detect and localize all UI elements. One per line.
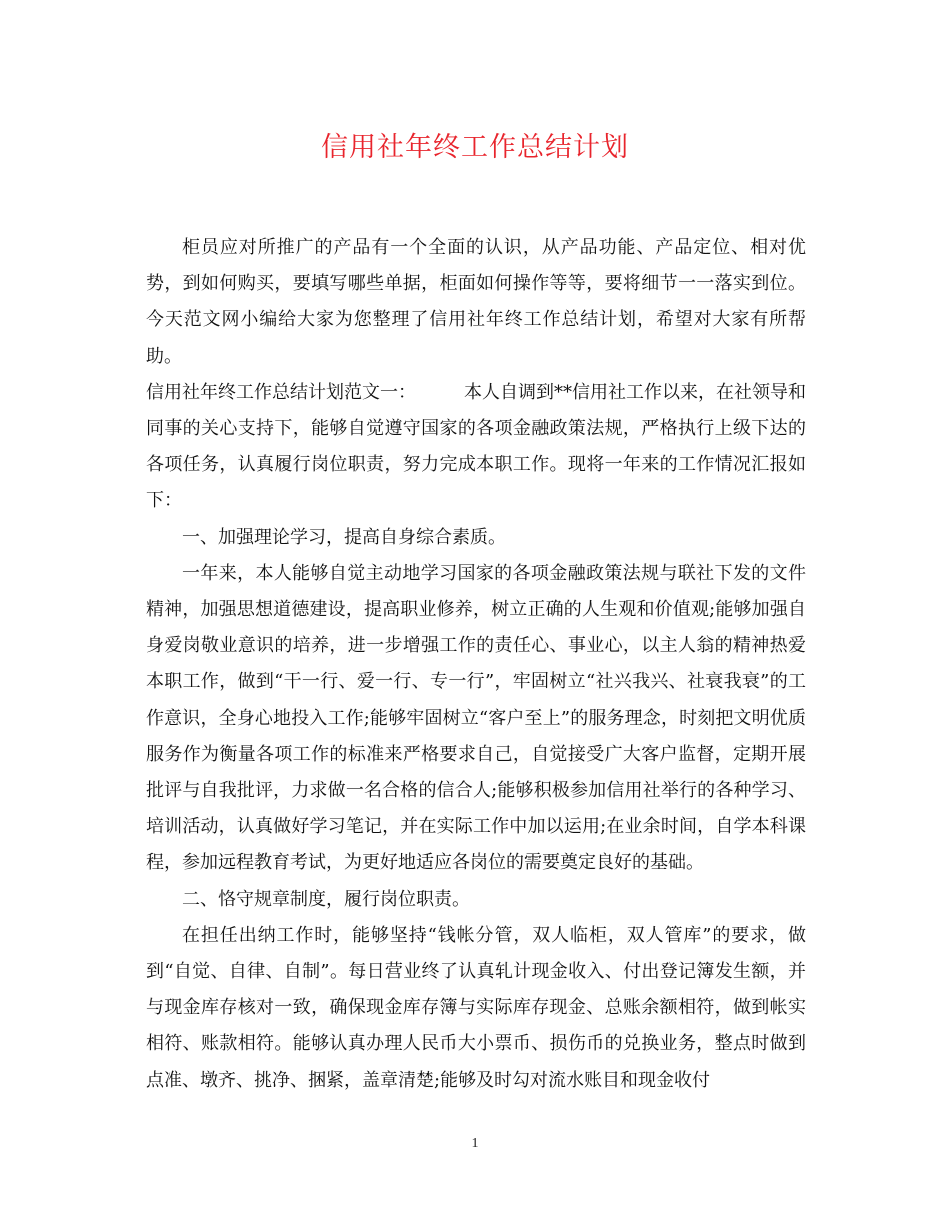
intro-paragraph: 柜员应对所推广的产品有一个全面的认识，从产品功能、产品定位、相对优势，到如何购买，要填写哪些单据，柜面如何操作等等，要将细节一一落实到位。今天范文网小编给大家为您整理了信用社年终工作总结计划，希望对大家有所帮助。	[146, 237, 806, 367]
section-heading-2: 二、恪守规章制度，履行岗位职责。	[182, 888, 470, 910]
document-body	[146, 230, 806, 1099]
document-title: 信用社年终工作总结计划	[321, 132, 629, 163]
sample-paragraph	[146, 375, 806, 520]
section-paragraph-1: 一年来，本人能够自觉主动地学习国家的各项金融政策法规与联社下发的文件精神，加强思想道德建设，提高职业修养，树立正确的人生观和价值观;能够加强自身爱岗敬业意识的培养，进一步增强工作的责任心、事业心，以主人翁的精神热爱本职工作，做到“干一行、爱一行、专一行”，牢固树立“社兴我兴、社衰我衰”的工作意识，全身心地投入工作;能够牢固树立“客户至上”的服务理念，时刻把文明优质服务作为衡量各项工作的标准来严格要求自己，自觉接受广大客户监督，定期开展批评与自我批评，力求做一名合格的信合人;能够积极参加信用社举行的各种学习、培训活动，认真做好学习笔记，并在实际工作中加以运用;在业余时间，自学本科课程，参加远程教育考试，为更好地适应各岗位的需要奠定良好的基础。	[146, 562, 806, 874]
section-heading-1: 一、加强理论学习，提高自身综合素质。	[182, 526, 506, 548]
sample-text: 本人自调到**信用社工作以来，在社领导和同事的关心支持下，能够自觉遵守国家的各项金融政策法规，严格执行上级下达的各项任务，认真履行岗位职责，努力完成本职工作。现将一年来的工作情况汇报如下：	[146, 381, 806, 512]
sample-heading: 信用社年终工作总结计划范文一：	[146, 381, 416, 403]
page-number: 1	[471, 1136, 479, 1151]
section-paragraph-2: 在担任出纳工作时，能够坚持“钱帐分管，双人临柜，双人管库”的要求，做到“自觉、自律、自制”。每日营业终了认真轧计现金收入、付出登记簿发生额，并与现金库存核对一致，确保现金库存簿与实际库存现金、总账余额相符，做到帐实相符、账款相符。能够认真办理人民币大小票币、损伤币的兑换业务，整点时做到点准、墩齐、挑净、捆紧，盖章清楚;能够及时勾对流水账目和现金收付	[146, 924, 806, 1091]
